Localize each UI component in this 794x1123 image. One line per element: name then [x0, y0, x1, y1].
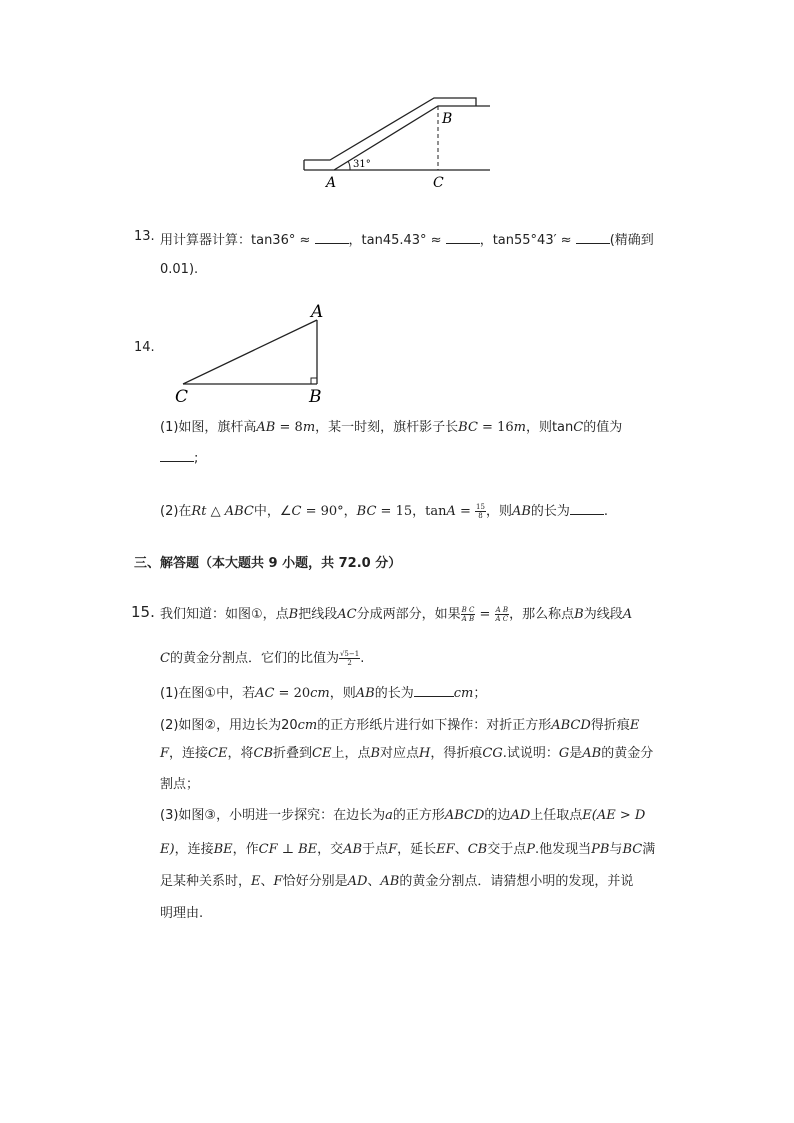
- q14-text: 中，∠: [253, 504, 292, 519]
- q13-text: (精确到: [609, 233, 654, 248]
- math-var: E(AE > D: [582, 808, 646, 823]
- q14-part2: [160, 500, 608, 520]
- q15-text: 的正方形: [392, 808, 445, 823]
- q15-text: ，连接: [174, 842, 214, 857]
- q15-text: 得折痕: [590, 718, 630, 733]
- escalator-lower-edge: [304, 106, 490, 170]
- q15-text: ，将: [227, 746, 254, 761]
- q14-part1: [160, 416, 622, 435]
- math-var: F: [273, 874, 283, 889]
- math-var: cm: [453, 686, 474, 701]
- q15-line1: [160, 603, 632, 623]
- q15-text: (2)如图②，用边长为20: [160, 718, 298, 733]
- math-var: ABCD: [551, 718, 591, 733]
- math-var: m: [513, 420, 526, 435]
- q15-text: ，那么称点: [509, 607, 575, 622]
- q15-text: ；: [473, 686, 487, 701]
- math-var: AB: [582, 746, 602, 761]
- math-var: P: [526, 842, 535, 857]
- answer-blank[interactable]: [576, 231, 610, 244]
- q14-text: (2)在: [160, 504, 192, 519]
- math-text: =: [475, 607, 495, 622]
- math-var: AD: [510, 808, 531, 823]
- q14-text: 的值为: [583, 420, 623, 435]
- escalator-upper-edge: [304, 98, 476, 160]
- math-var: C: [160, 651, 170, 666]
- fraction: [339, 650, 360, 667]
- q15-text: 上任取点: [530, 808, 583, 823]
- math-text: = 8: [275, 420, 303, 435]
- math-var: cm: [310, 686, 330, 701]
- q14-text: (1)如图，旗杆高: [160, 420, 257, 435]
- q15-number: 15.: [131, 603, 155, 621]
- q15-text: 的边: [484, 808, 511, 823]
- q15-text: ，作: [232, 842, 259, 857]
- answer-blank[interactable]: [160, 449, 194, 462]
- fraction-numerator: A B: [495, 606, 509, 614]
- q15-line2: [160, 647, 364, 667]
- fraction-denominator: 8: [478, 512, 483, 520]
- q15-text: 、: [367, 874, 381, 889]
- math-var: EF: [436, 842, 455, 857]
- q15-text: (3)如图③，小明进一步探究：在边长为: [160, 808, 386, 823]
- q15-text: ，延长: [397, 842, 437, 857]
- label-b: B: [309, 387, 322, 402]
- math-var: F: [388, 842, 398, 857]
- math-var: B: [370, 746, 381, 761]
- math-var: E): [160, 842, 175, 857]
- q15-text: 、: [260, 874, 274, 889]
- math-var: BC: [458, 420, 478, 435]
- q15-part2-line3: 割点；: [160, 777, 200, 792]
- math-var: Rt: [191, 504, 207, 519]
- q15-part3-line1: [160, 804, 645, 823]
- q14-text: ，则: [485, 504, 512, 519]
- right-angle-mark: [311, 378, 317, 384]
- fraction-numerator: 15: [476, 503, 485, 511]
- math-text: =: [455, 504, 476, 519]
- q15-part3-line4: 明理由.: [160, 906, 204, 921]
- math-var: B: [574, 607, 584, 622]
- q15-text: 把线段: [298, 607, 338, 622]
- math-var: CF ⊥ BE: [258, 842, 318, 857]
- label-c: C: [175, 387, 189, 402]
- q15-text: 于点: [362, 842, 389, 857]
- fraction: [495, 606, 510, 623]
- q15-text: .试说明：: [502, 746, 559, 761]
- q15-text: ，则: [329, 686, 356, 701]
- math-var: AD: [347, 874, 368, 889]
- math-var: E: [251, 874, 261, 889]
- math-var: CG: [482, 746, 503, 761]
- fraction: [475, 503, 486, 520]
- q14-text: ，则tan: [525, 420, 574, 435]
- math-var: G: [558, 746, 570, 761]
- q15-text: 上，点: [331, 746, 371, 761]
- math-var: CE: [208, 746, 228, 761]
- math-var: A: [622, 607, 633, 622]
- math-var: AC: [255, 686, 275, 701]
- fraction-denominator: A C: [495, 615, 509, 623]
- math-var: m: [302, 420, 316, 435]
- fraction-denominator: 2: [347, 659, 352, 667]
- math-text: = 15，tan: [376, 504, 447, 519]
- answer-blank[interactable]: [446, 231, 480, 244]
- q15-text: 对应点: [380, 746, 420, 761]
- label-b: B: [442, 111, 453, 127]
- q15-text: .: [360, 651, 365, 666]
- side-ca: [183, 320, 317, 384]
- fraction-numerator: √5−1: [339, 650, 360, 658]
- answer-blank[interactable]: [315, 231, 349, 244]
- math-text: = 90°，: [301, 504, 357, 519]
- math-var: AC: [337, 607, 357, 622]
- q15-text: (1)在图①中，若: [160, 686, 256, 701]
- math-var: CB: [467, 842, 488, 857]
- math-var: CB: [253, 746, 273, 761]
- q14-number: 14.: [134, 340, 155, 355]
- q15-text: 折叠到: [273, 746, 313, 761]
- q15-text: 、: [454, 842, 468, 857]
- q13-line1: [160, 229, 654, 248]
- math-var: H: [419, 746, 431, 761]
- math-var: C: [291, 504, 302, 519]
- math-text: = 16: [477, 420, 514, 435]
- escalator-figure: [290, 90, 500, 190]
- q13-line2: 0.01).: [160, 262, 199, 277]
- math-var: E: [629, 718, 640, 733]
- q15-text: .他发现当: [534, 842, 592, 857]
- q14-text: .: [603, 504, 609, 519]
- math-var: BC: [356, 504, 377, 519]
- math-var: PB: [591, 842, 610, 857]
- label-c: C: [433, 175, 444, 190]
- q14-text: 的长为: [530, 504, 570, 519]
- q15-text: 分成两部分，如果: [356, 607, 461, 622]
- q15-text: 的长为: [374, 686, 414, 701]
- math-var: AB: [355, 686, 375, 701]
- q15-part3-line3: [160, 870, 633, 889]
- label-a: A: [311, 302, 324, 322]
- math-var: ABCD: [444, 808, 485, 823]
- answer-blank[interactable]: [414, 684, 454, 697]
- math-var: ABC: [224, 504, 254, 519]
- q15-text: 的正方形纸片进行如下操作：对折正方形: [317, 718, 552, 733]
- math-text: △: [206, 504, 225, 519]
- math-var: A: [446, 504, 456, 519]
- q14-text: ，某一时刻，旗杆影子长: [315, 420, 459, 435]
- fraction-denominator: A B: [461, 615, 475, 623]
- q14-text: ;: [194, 451, 199, 466]
- q15-text: 的黄金分: [601, 746, 654, 761]
- q13-text: ，tan45.43° ≈: [348, 233, 442, 248]
- q15-text: ，连接: [169, 746, 209, 761]
- math-var: AB: [256, 420, 276, 435]
- q13-number: 13.: [134, 229, 155, 244]
- math-var: cm: [297, 718, 318, 733]
- angle-arc: [348, 161, 350, 170]
- fraction-numerator: B C: [461, 606, 475, 614]
- q15-text: 交于点: [487, 842, 527, 857]
- q15-part2-line1: [160, 714, 639, 733]
- math-var: C: [573, 420, 584, 435]
- section-title: 三、解答题（本大题共 9 小题，共 72.0 分）: [134, 556, 402, 571]
- q15-part1: [160, 682, 486, 701]
- q15-text: 与: [609, 842, 623, 857]
- math-var: F: [160, 746, 170, 761]
- q13-text: ，tan55°43′ ≈: [479, 233, 572, 248]
- q15-text: ，交: [317, 842, 344, 857]
- q15-part2-line2: [160, 742, 653, 761]
- fraction: [461, 606, 476, 623]
- label-a: A: [326, 175, 337, 190]
- q15-text: 我们知道：如图①，点: [160, 607, 289, 622]
- q14-part1-answer: [160, 449, 198, 466]
- q15-text: 的黄金分割点．请猜想小明的发现，并说: [399, 874, 634, 889]
- q15-part3-line2: [160, 838, 655, 857]
- math-var: AB: [343, 842, 363, 857]
- answer-blank[interactable]: [570, 502, 604, 515]
- math-var: B: [288, 607, 299, 622]
- q15-text: 为线段: [583, 607, 623, 622]
- math-var: BE: [213, 842, 233, 857]
- math-text: = 20: [274, 686, 311, 701]
- q15-text: ，得折痕: [430, 746, 483, 761]
- q15-text: 满: [642, 842, 656, 857]
- math-var: AB: [511, 504, 531, 519]
- q15-text: 恰好分别是: [282, 874, 348, 889]
- q13-text: 用计算器计算：tan36° ≈: [160, 233, 311, 248]
- math-var: AB: [380, 874, 400, 889]
- math-var: BC: [622, 842, 643, 857]
- angle-label: 31°: [353, 159, 371, 170]
- flagpole-triangle-figure: [170, 300, 330, 402]
- q15-text: 是: [569, 746, 583, 761]
- q15-text: 的黄金分割点．它们的比值为: [169, 651, 339, 666]
- math-var: CE: [312, 746, 332, 761]
- math-var: a: [385, 808, 393, 823]
- q15-text: 足某种关系时，: [160, 874, 252, 889]
